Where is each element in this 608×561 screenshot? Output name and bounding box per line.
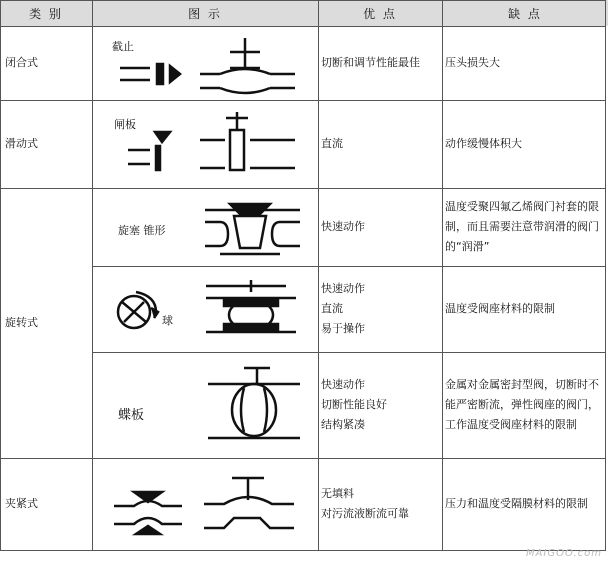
cons-plug [442,188,606,266]
cons-closing [442,26,606,100]
header-pros: 优 点 [318,0,442,26]
pros-item: 切断和调节性能最佳 [321,56,420,69]
cons-text: 压力和温度受隔膜材料的限制 [445,497,588,510]
category-label: 滑动式 [5,137,38,150]
cons-text: 压头损失大 [445,56,500,69]
pros-item: 快速动作 [321,282,365,295]
pros-item: 直流 [321,302,343,315]
cons-butterfly [442,352,606,458]
cons-ball [442,266,606,352]
cons-text: 动作缓慢体积大 [445,137,522,150]
plug-valve-diagram [200,194,310,264]
grid-line [0,0,606,1]
figure-label-gate: 闸板 [114,118,136,131]
category-label: 夹紧式 [5,497,38,510]
pros-item: 无填料 [321,487,354,500]
pros-ball [318,266,442,352]
cons-text: 温度受聚四氟乙烯阀门衬套的限制，而且需要注意带润滑的阀门的“润滑” [445,200,599,253]
cons-pinch [442,458,606,550]
figure-label-ball: 球 [162,314,173,327]
pros-item: 快速动作 [321,220,365,233]
ball-valve-diagram [106,272,306,348]
watermark: MAIGOO.com [525,548,602,559]
row-category-pinch [2,458,92,550]
globe-valve-diagram [100,30,310,98]
grid-line [0,0,1,551]
pinch-valve-diagram [104,466,310,546]
pros-plug [318,188,442,266]
grid-line [0,550,606,551]
figure-label-globe: 截止 [112,40,134,53]
header-category: 类 别 [0,0,92,26]
cons-text: 温度受阀座材料的限制 [445,302,555,315]
category-label: 旋转式 [5,316,38,329]
pros-item: 易于操作 [321,322,365,335]
butterfly-valve-diagram [200,362,310,452]
pros-item: 直流 [321,137,343,150]
header-cons: 缺 点 [442,0,608,26]
pros-item: 结构紧凑 [321,418,365,431]
category-label: 闭合式 [5,56,38,69]
row-category-closing [2,26,92,100]
pros-item: 对污流液断流可靠 [321,507,409,520]
pros-item: 切断性能良好 [321,398,387,411]
figure-label-plug: 旋塞 锥形 [118,224,166,237]
pros-item: 快速动作 [321,378,365,391]
gate-valve-diagram [100,106,310,186]
header-figure: 图 示 [92,0,318,26]
cons-sliding [442,100,606,188]
pros-pinch [318,458,442,550]
cons-text: 金属对金属密封型阀，切断时不能严密断流，弹性阀座的阀门，工作温度受阀座材料的限制 [445,378,599,431]
pros-butterfly [318,352,442,458]
pros-closing [318,26,442,100]
figure-label-butterfly: 蝶板 [118,408,145,423]
pros-sliding [318,100,442,188]
grid-line [92,0,93,551]
row-category-sliding [2,100,92,188]
row-category-rotary [2,188,92,458]
